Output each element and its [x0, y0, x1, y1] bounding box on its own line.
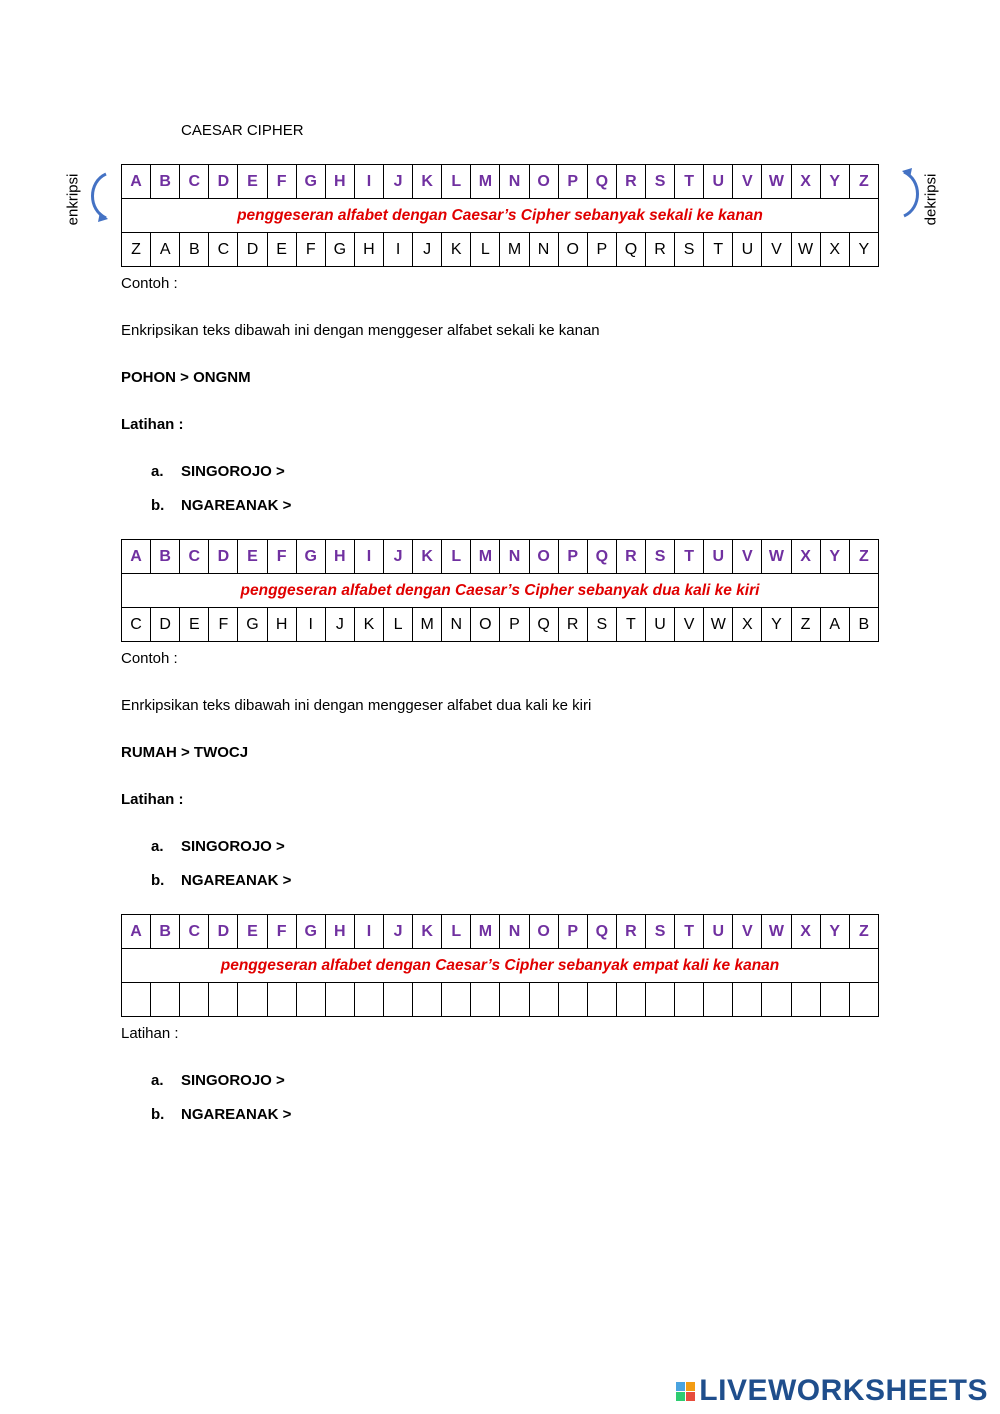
answer-cell[interactable]	[151, 983, 180, 1017]
liveworksheets-logo	[676, 1374, 988, 1408]
letter-cell: Q	[529, 608, 558, 642]
letter-cell: X	[791, 540, 820, 574]
letter-cell: T	[675, 165, 704, 199]
letter-cell: X	[791, 915, 820, 949]
letter-cell: Z	[849, 165, 878, 199]
practice-label: Latihan :	[121, 416, 184, 433]
letter-cell: N	[500, 165, 529, 199]
letter-cell: Q	[616, 233, 645, 267]
letter-cell: S	[645, 915, 674, 949]
practice-item-a: a. SINGOROJO >	[151, 838, 285, 855]
answer-cell[interactable]	[704, 983, 733, 1017]
answer-cell[interactable]	[122, 983, 151, 1017]
practice-item-b: b. NGAREANAK >	[151, 497, 292, 514]
answer-cell[interactable]	[296, 983, 325, 1017]
answer-cell[interactable]	[267, 983, 296, 1017]
letter-cell: V	[675, 608, 704, 642]
letter-cell: G	[238, 608, 267, 642]
example-label: Contoh :	[121, 650, 178, 667]
instruction-text: Enrkipsikan teks dibawah ini dengan menggeser alfabet dua kali ke kiri	[121, 697, 592, 714]
letter-cell: Y	[762, 608, 791, 642]
letter-cell: N	[500, 540, 529, 574]
letter-cell: A	[820, 608, 849, 642]
letter-cell: H	[325, 165, 354, 199]
letter-cell: J	[383, 915, 412, 949]
letter-cell: O	[529, 165, 558, 199]
letter-cell: C	[180, 165, 209, 199]
practice-item-a: a. SINGOROJO >	[151, 1072, 285, 1089]
example-text: RUMAH > TWOCJ	[121, 744, 249, 761]
letter-cell: W	[762, 540, 791, 574]
answer-cell[interactable]	[413, 983, 442, 1017]
practice-label: Latihan :	[121, 1025, 179, 1042]
cipher-table-1	[121, 164, 879, 267]
letter-cell: F	[267, 540, 296, 574]
letter-cell: F	[209, 608, 238, 642]
letter-cell: J	[413, 233, 442, 267]
letter-cell: V	[733, 165, 762, 199]
encrypt-arrow-icon	[84, 168, 114, 224]
answer-cell[interactable]	[383, 983, 412, 1017]
letter-cell: V	[762, 233, 791, 267]
letter-cell: K	[413, 540, 442, 574]
practice-item-b: b. NGAREANAK >	[151, 872, 292, 889]
letter-cell: J	[383, 165, 412, 199]
letter-cell: C	[209, 233, 238, 267]
answer-cell[interactable]	[180, 983, 209, 1017]
encrypt-label: enkripsi	[64, 173, 82, 226]
answer-cell[interactable]	[354, 983, 383, 1017]
letter-cell: P	[500, 608, 529, 642]
decrypt-label: dekripsi	[922, 173, 940, 226]
letter-cell: Z	[791, 608, 820, 642]
shift-note: penggeseran alfabet dengan Caesar’s Cipher sebanyak empat kali ke kanan	[122, 949, 879, 983]
letter-cell: M	[471, 540, 500, 574]
letter-cell: R	[558, 608, 587, 642]
letter-cell: D	[238, 233, 267, 267]
plain-alphabet-row	[122, 165, 879, 199]
logo-mark-icon	[676, 1382, 695, 1401]
letter-cell: X	[820, 233, 849, 267]
answer-cell[interactable]	[442, 983, 471, 1017]
letter-cell: N	[529, 233, 558, 267]
answer-cell[interactable]	[209, 983, 238, 1017]
letter-cell: D	[151, 608, 180, 642]
letter-cell: T	[616, 608, 645, 642]
answer-cell[interactable]	[238, 983, 267, 1017]
letter-cell: G	[325, 233, 354, 267]
letter-cell: E	[180, 608, 209, 642]
letter-cell: B	[180, 233, 209, 267]
letter-cell: W	[762, 165, 791, 199]
letter-cell: E	[238, 915, 267, 949]
letter-cell: N	[442, 608, 471, 642]
letter-cell: W	[791, 233, 820, 267]
letter-cell: G	[296, 915, 325, 949]
letter-cell: D	[209, 165, 238, 199]
letter-cell: Y	[849, 233, 878, 267]
letter-cell: C	[180, 915, 209, 949]
answer-cell[interactable]	[849, 983, 878, 1017]
letter-cell: O	[558, 233, 587, 267]
letter-cell: E	[238, 165, 267, 199]
letter-cell: S	[587, 608, 616, 642]
letter-cell: N	[500, 915, 529, 949]
letter-cell: A	[122, 915, 151, 949]
letter-cell: U	[704, 540, 733, 574]
shifted-alphabet-row	[122, 608, 879, 642]
letter-cell: O	[529, 915, 558, 949]
letter-cell: R	[616, 540, 645, 574]
letter-cell: Z	[849, 540, 878, 574]
letter-cell: G	[296, 540, 325, 574]
letter-cell: O	[529, 540, 558, 574]
letter-cell: P	[587, 233, 616, 267]
letter-cell: S	[645, 165, 674, 199]
answer-cell[interactable]	[325, 983, 354, 1017]
answer-cell[interactable]	[616, 983, 645, 1017]
cipher-table-2	[121, 539, 879, 642]
letter-cell: R	[616, 165, 645, 199]
letter-cell: Z	[849, 915, 878, 949]
letter-cell: H	[325, 540, 354, 574]
letter-cell: E	[238, 540, 267, 574]
letter-cell: C	[180, 540, 209, 574]
letter-cell: F	[267, 915, 296, 949]
letter-cell: K	[442, 233, 471, 267]
letter-cell: B	[849, 608, 878, 642]
letter-cell: C	[122, 608, 151, 642]
letter-cell: H	[267, 608, 296, 642]
letter-cell: M	[413, 608, 442, 642]
cipher-table-3	[121, 914, 879, 1017]
letter-cell: R	[645, 233, 674, 267]
instruction-text: Enkripsikan teks dibawah ini dengan menggeser alfabet sekali ke kanan	[121, 322, 600, 339]
practice-item-a: a. SINGOROJO >	[151, 463, 285, 480]
letter-cell: I	[354, 540, 383, 574]
letter-cell: I	[354, 915, 383, 949]
answer-cell[interactable]	[529, 983, 558, 1017]
letter-cell: V	[733, 540, 762, 574]
letter-cell: U	[733, 233, 762, 267]
letter-cell: W	[704, 608, 733, 642]
letter-cell: Y	[820, 540, 849, 574]
letter-cell: X	[791, 165, 820, 199]
letter-cell: P	[558, 165, 587, 199]
letter-cell: J	[383, 540, 412, 574]
answer-cell[interactable]	[733, 983, 762, 1017]
letter-cell: B	[151, 915, 180, 949]
letter-cell: U	[645, 608, 674, 642]
letter-cell: V	[733, 915, 762, 949]
shift-note: penggeseran alfabet dengan Caesar’s Cipher sebanyak dua kali ke kiri	[122, 574, 879, 608]
letter-cell: G	[296, 165, 325, 199]
practice-item-b: b. NGAREANAK >	[151, 1106, 292, 1123]
logo-text: LIVEWORKSHEETS	[699, 1374, 988, 1407]
letter-cell: K	[413, 165, 442, 199]
answer-cell[interactable]	[471, 983, 500, 1017]
letter-cell: L	[471, 233, 500, 267]
answer-cell[interactable]	[675, 983, 704, 1017]
shift-note: penggeseran alfabet dengan Caesar’s Cipher sebanyak sekali ke kanan	[122, 199, 879, 233]
letter-cell: S	[645, 540, 674, 574]
answer-cell[interactable]	[558, 983, 587, 1017]
letter-cell: T	[675, 540, 704, 574]
answer-cell[interactable]	[762, 983, 791, 1017]
letter-cell: Z	[122, 233, 151, 267]
letter-cell: L	[383, 608, 412, 642]
letter-cell: M	[471, 915, 500, 949]
plain-alphabet-row	[122, 540, 879, 574]
answer-cell[interactable]	[500, 983, 529, 1017]
letter-cell: X	[733, 608, 762, 642]
practice-label: Latihan :	[121, 791, 184, 808]
letter-cell: T	[704, 233, 733, 267]
letter-cell: U	[704, 165, 733, 199]
letter-cell: A	[122, 540, 151, 574]
letter-cell: K	[413, 915, 442, 949]
letter-cell: L	[442, 540, 471, 574]
letter-cell: T	[675, 915, 704, 949]
example-label: Contoh :	[121, 275, 178, 292]
letter-cell: K	[354, 608, 383, 642]
letter-cell: F	[296, 233, 325, 267]
answer-input-row	[122, 983, 879, 1017]
example-text: POHON > ONGNM	[121, 369, 251, 386]
letter-cell: R	[616, 915, 645, 949]
letter-cell: B	[151, 540, 180, 574]
answer-cell[interactable]	[587, 983, 616, 1017]
letter-cell: E	[267, 233, 296, 267]
letter-cell: M	[471, 165, 500, 199]
letter-cell: P	[558, 915, 587, 949]
letter-cell: U	[704, 915, 733, 949]
letter-cell: F	[267, 165, 296, 199]
letter-cell: S	[675, 233, 704, 267]
page-title: CAESAR CIPHER	[181, 122, 304, 139]
plain-alphabet-row	[122, 915, 879, 949]
letter-cell: D	[209, 540, 238, 574]
letter-cell: D	[209, 915, 238, 949]
letter-cell: B	[151, 165, 180, 199]
letter-cell: L	[442, 165, 471, 199]
decrypt-arrow-icon	[896, 166, 926, 222]
letter-cell: J	[325, 608, 354, 642]
letter-cell: L	[442, 915, 471, 949]
shifted-alphabet-row	[122, 233, 879, 267]
letter-cell: O	[471, 608, 500, 642]
letter-cell: H	[354, 233, 383, 267]
letter-cell: A	[151, 233, 180, 267]
letter-cell: Q	[587, 165, 616, 199]
letter-cell: P	[558, 540, 587, 574]
letter-cell: M	[500, 233, 529, 267]
letter-cell: I	[296, 608, 325, 642]
letter-cell: Y	[820, 915, 849, 949]
answer-cell[interactable]	[791, 983, 820, 1017]
letter-cell: Q	[587, 915, 616, 949]
letter-cell: W	[762, 915, 791, 949]
letter-cell: H	[325, 915, 354, 949]
letter-cell: Y	[820, 165, 849, 199]
letter-cell: A	[122, 165, 151, 199]
letter-cell: Q	[587, 540, 616, 574]
answer-cell[interactable]	[645, 983, 674, 1017]
answer-cell[interactable]	[820, 983, 849, 1017]
letter-cell: I	[354, 165, 383, 199]
letter-cell: I	[383, 233, 412, 267]
